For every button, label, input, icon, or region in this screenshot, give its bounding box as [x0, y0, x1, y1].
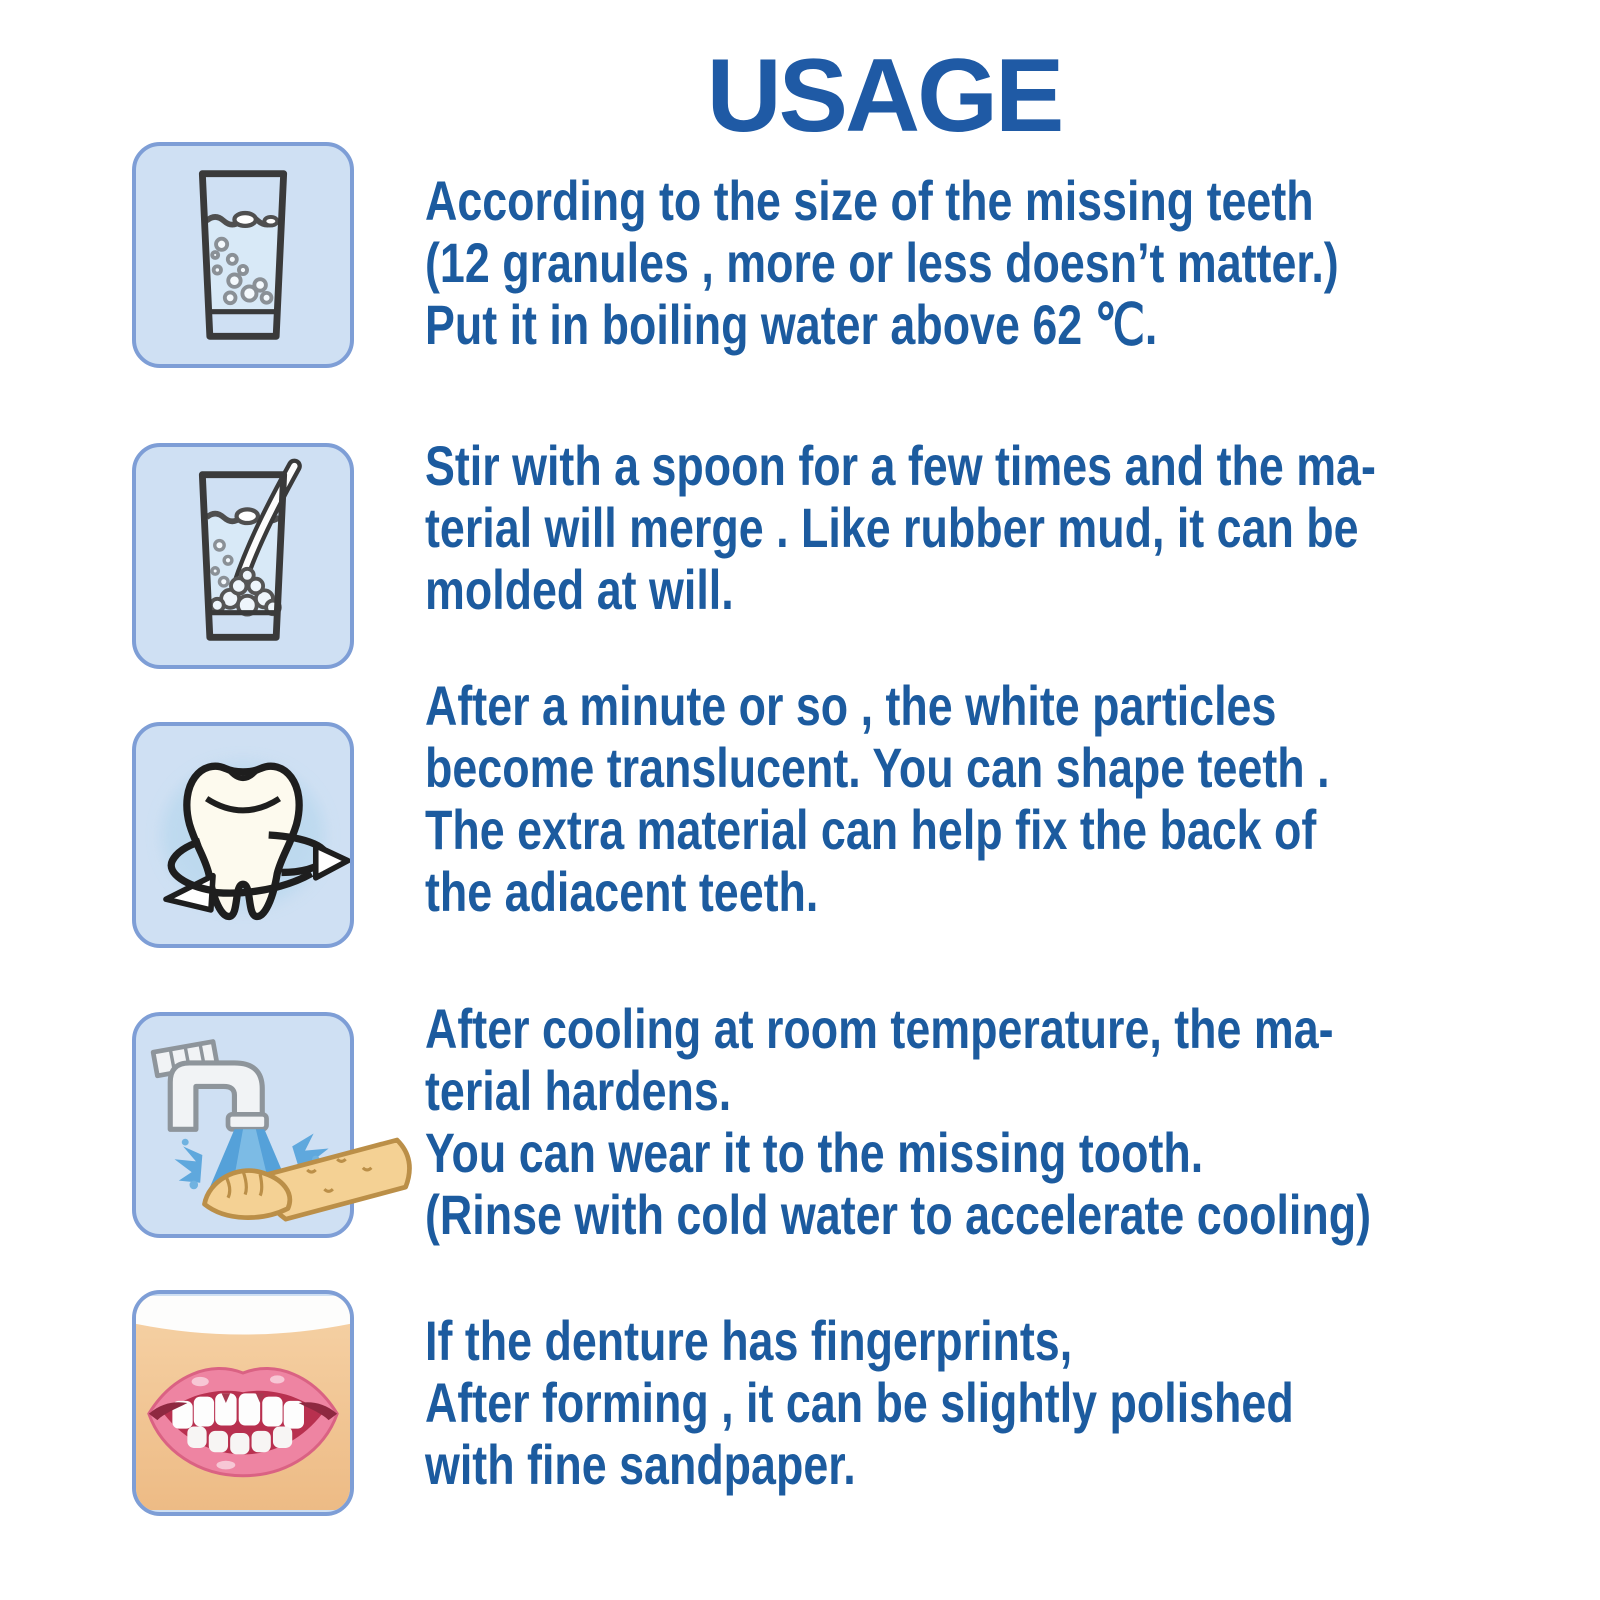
text-line: molded at will. — [425, 558, 734, 621]
step4-text — [425, 998, 1371, 1246]
stir-spoon-in-glass-icon — [136, 447, 350, 665]
text-line: After cooling at room temperature, the ma- — [425, 997, 1334, 1060]
step3-icon-box — [132, 722, 354, 948]
text-line: terial hardens. — [425, 1059, 732, 1122]
page-title: USAGE — [706, 38, 1062, 154]
text-line: After a minute or so , the white particles — [425, 674, 1277, 737]
text-line: You can wear it to the missing tooth. — [425, 1121, 1204, 1184]
text-line: with fine sandpaper. — [425, 1433, 856, 1496]
text-line: terial will merge . Like rubber mud, it can be — [425, 496, 1359, 559]
step1-text — [425, 170, 1339, 356]
step5-text — [425, 1310, 1294, 1496]
text-line: Stir with a spoon for a few times and the ma- — [425, 434, 1376, 497]
step1-icon-box — [132, 142, 354, 368]
text-line: become translucent. You can shape teeth . — [425, 736, 1330, 799]
step2-text — [425, 435, 1376, 621]
step2-icon-box — [132, 443, 354, 669]
text-line: Put it in boiling water above 62 ℃. — [425, 293, 1158, 356]
step4-icon-box — [132, 1012, 354, 1238]
text-line: If the denture has fingerprints, — [425, 1309, 1073, 1372]
step3-text — [425, 675, 1330, 923]
text-line: According to the size of the missing teeth — [425, 169, 1314, 232]
text-line: The extra material can help fix the back of — [425, 798, 1317, 861]
text-line: (Rinse with cold water to accelerate cooling) — [425, 1183, 1371, 1246]
rotating-tooth-icon — [136, 726, 350, 944]
text-line: After forming , it can be slightly polished — [425, 1371, 1294, 1434]
smiling-mouth-icon — [136, 1294, 350, 1512]
text-line: (12 granules , more or less doesn’t matter.) — [425, 231, 1339, 294]
rinse-hands-under-faucet-icon — [136, 1016, 350, 1234]
text-line: the adiacent teeth. — [425, 860, 819, 923]
glass-of-water-icon — [136, 146, 350, 364]
step5-icon-box — [132, 1290, 354, 1516]
